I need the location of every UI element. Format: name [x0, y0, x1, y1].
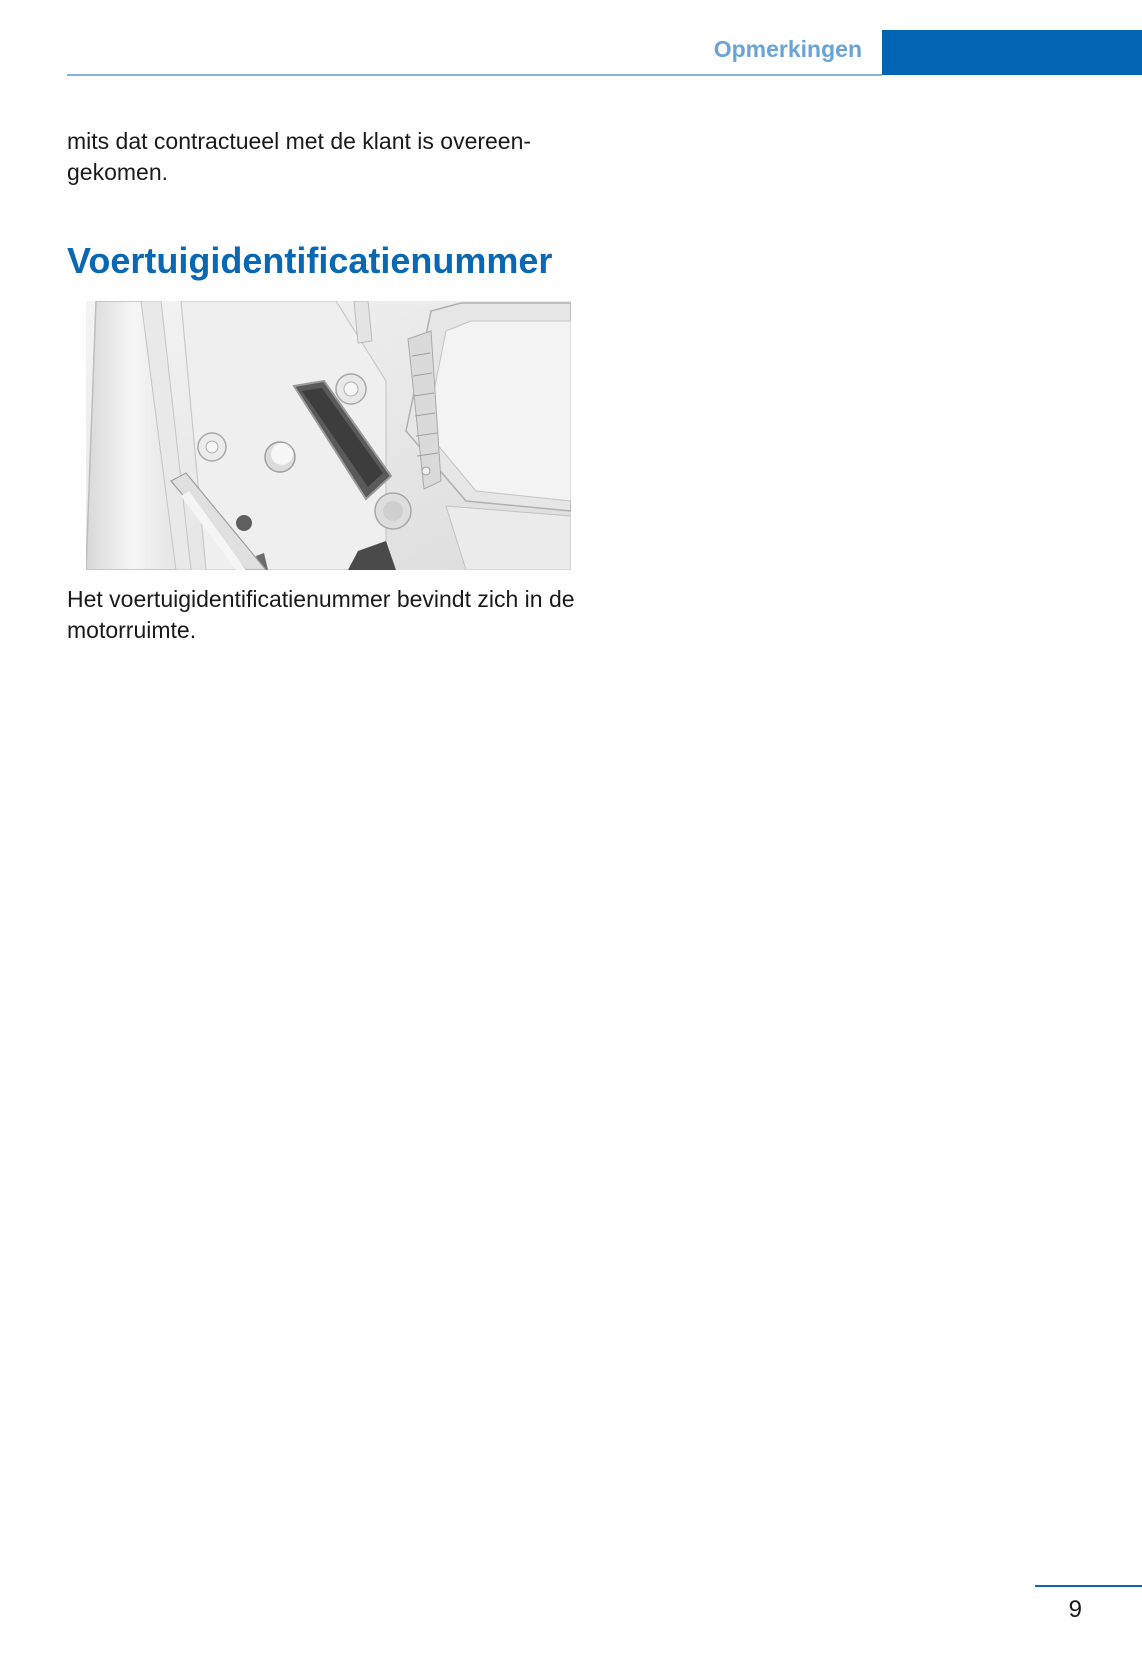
section-heading: Voertuigidentificatienummer [67, 240, 553, 281]
caption-paragraph: Het voertuigidentificatienummer bevindt zich in de motorruimte. [67, 586, 575, 643]
footer-accent-rule [1035, 1585, 1142, 1587]
page-number: 9 [1068, 1596, 1082, 1623]
engine-bay-figure [86, 301, 571, 570]
header-accent-bar [882, 30, 1142, 75]
header-divider [67, 74, 882, 76]
running-header-title: Opmerkingen [713, 36, 862, 62]
engine-bay-illustration-icon [86, 301, 571, 570]
intro-paragraph: mits dat contractueel met de klant is overeengekomen. [67, 128, 532, 185]
